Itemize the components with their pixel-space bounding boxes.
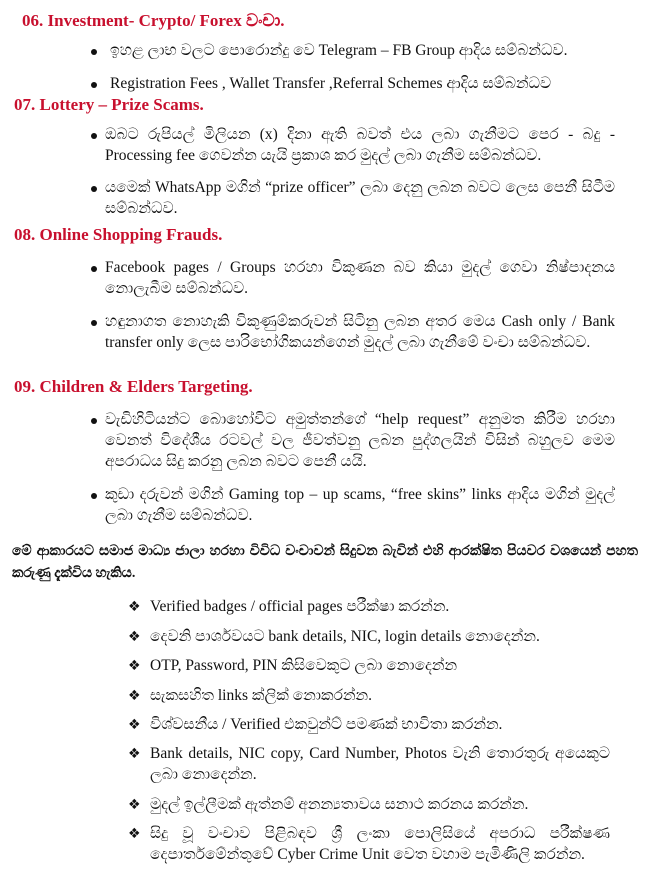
diamond-bullet-icon: ❖ <box>128 717 141 733</box>
tip-item-8: සිදු වූ වංචාව පිළිබඳව ශ්‍රී ලංකා පොලිසියේ අපරාධ පරීක්ෂණ දෙපාර්තමේන්තුවේ Cyber Crime Unit වෙත වහාම පැමිණිලි කරන්න. <box>150 825 610 863</box>
section-07-bullet-2: යමෙක් WhatsApp මගින් “prize officer” ලබා දෙනු ලබන බවට ලෙස පෙනී සිටීම සම්බන්ධව. <box>105 179 615 217</box>
tip-item-7: මුදල් ඉල්ලීමක් ඇත්නම් අනන්‍යතාවය සනාථ කරනය කරන්න. <box>150 796 529 813</box>
bullet-dot <box>91 82 97 88</box>
diamond-bullet-icon: ❖ <box>128 629 141 645</box>
section-09-bullet-2: කුඩා දරුවන් මගින් Gaming top – up scams, “free skins” links ආදිය මගින් මුදල් ලබා ගැනීම සම්බන්ධව. <box>105 486 615 524</box>
section-08-bullet-1: Facebook pages / Groups හරහා විකුණන බව කියා මුදල් ගෙවා නිෂ්පාදනය නොලැබීම සම්බන්ධව. <box>105 259 615 297</box>
bullet-dot <box>91 493 97 499</box>
section-07-bullet-1: ඔබට රුපියල් මිලියන (x) දිනා ඇති බවත් එය ලබා ගැනීමට පෙර - බදු - Processing fee ගෙවන්න යැයි ප්‍රකාශ කර මුදල් ලබා ගැනීම සම්බන්ධව. <box>105 126 615 164</box>
section-06-bullet-2: Registration Fees , Wallet Transfer ,Referral Schemes ආදිය සම්බන්ධව <box>110 75 552 92</box>
diamond-bullet-icon: ❖ <box>128 658 141 674</box>
bullet-dot <box>91 49 97 55</box>
tip-item-4: සැකසහිත links ක්ලික් නොකරන්න. <box>150 687 372 704</box>
section-heading-09: 09. Children & Elders Targeting. <box>14 377 253 396</box>
section-08-bullet-2: හඳුනාගත නොහැකි විකුණුම්කරුවන් සිටිනු ලබන අතර මෙය Cash only / Bank transfer only ලෙස පාරිභෝගිකයන්ගෙන් මුදල් ලබා ගැනීමේ වංචා සම්බන්ධව. <box>105 313 615 351</box>
tip-item-2: දෙවනි පාර්ශවයට bank details, NIC, login details නොදෙන්න. <box>150 628 540 645</box>
section-06-bullet-1: ඉහළ ලාභ වලට පොරොන්දු වෙ Telegram – FB Group ආදිය සම්බන්ධව. <box>110 42 568 59</box>
bullet-dot <box>91 266 97 272</box>
tip-item-3: OTP, Password, PIN කිසිවෙකුට ලබා නොදෙන්න <box>150 657 458 674</box>
section-09-bullet-1: වැඩිහිටියන්ට බොහෝවිට අමුත්තන්ගේ “help request” අනුමත කිරීම හරහා වෙනත් විදේශීය රටවල් වල ජීවත්වනු ලබන පුද්ගලයින් විසින් බහුලව මෙම අපරාධය සිදු කරනු ලබන බවට පෙනී යයි. <box>105 411 615 470</box>
tip-item-6: Bank details, NIC copy, Card Number, Photos වැනි තොරතුරු අයෙකුට ලබා නොදෙන්න. <box>150 745 610 783</box>
diamond-bullet-icon: ❖ <box>128 599 141 615</box>
bullet-dot <box>91 133 97 139</box>
section-heading-06: 06. Investment- Crypto/ Forex වංචා. <box>22 11 285 30</box>
summary-paragraph: මේ ආකාරයට සමාජ මාධ්‍ය ජාලා හරහා විවිධ වංචාවන් සිදුවන බැවින් එහි ආරක්ෂිත පියවර වශයෙන් පහත කරුණු දැක්විය හැකිය. <box>12 544 638 581</box>
bullet-dot <box>91 186 97 192</box>
tip-item-1: Verified badges / official pages පරීක්ෂා කරන්න. <box>150 598 450 615</box>
diamond-bullet-icon: ❖ <box>128 746 141 762</box>
diamond-bullet-icon: ❖ <box>128 797 141 813</box>
section-heading-08: 08. Online Shopping Frauds. <box>14 225 223 244</box>
bullet-dot <box>91 418 97 424</box>
diamond-bullet-icon: ❖ <box>128 826 141 842</box>
section-heading-07: 07. Lottery – Prize Scams. <box>14 95 204 114</box>
tip-item-5: විශ්වසනීය / Verified එකවුන්ට් පමණක් භාවිතා කරන්න. <box>150 716 503 733</box>
diamond-bullet-icon: ❖ <box>128 688 141 704</box>
bullet-dot <box>91 320 97 326</box>
